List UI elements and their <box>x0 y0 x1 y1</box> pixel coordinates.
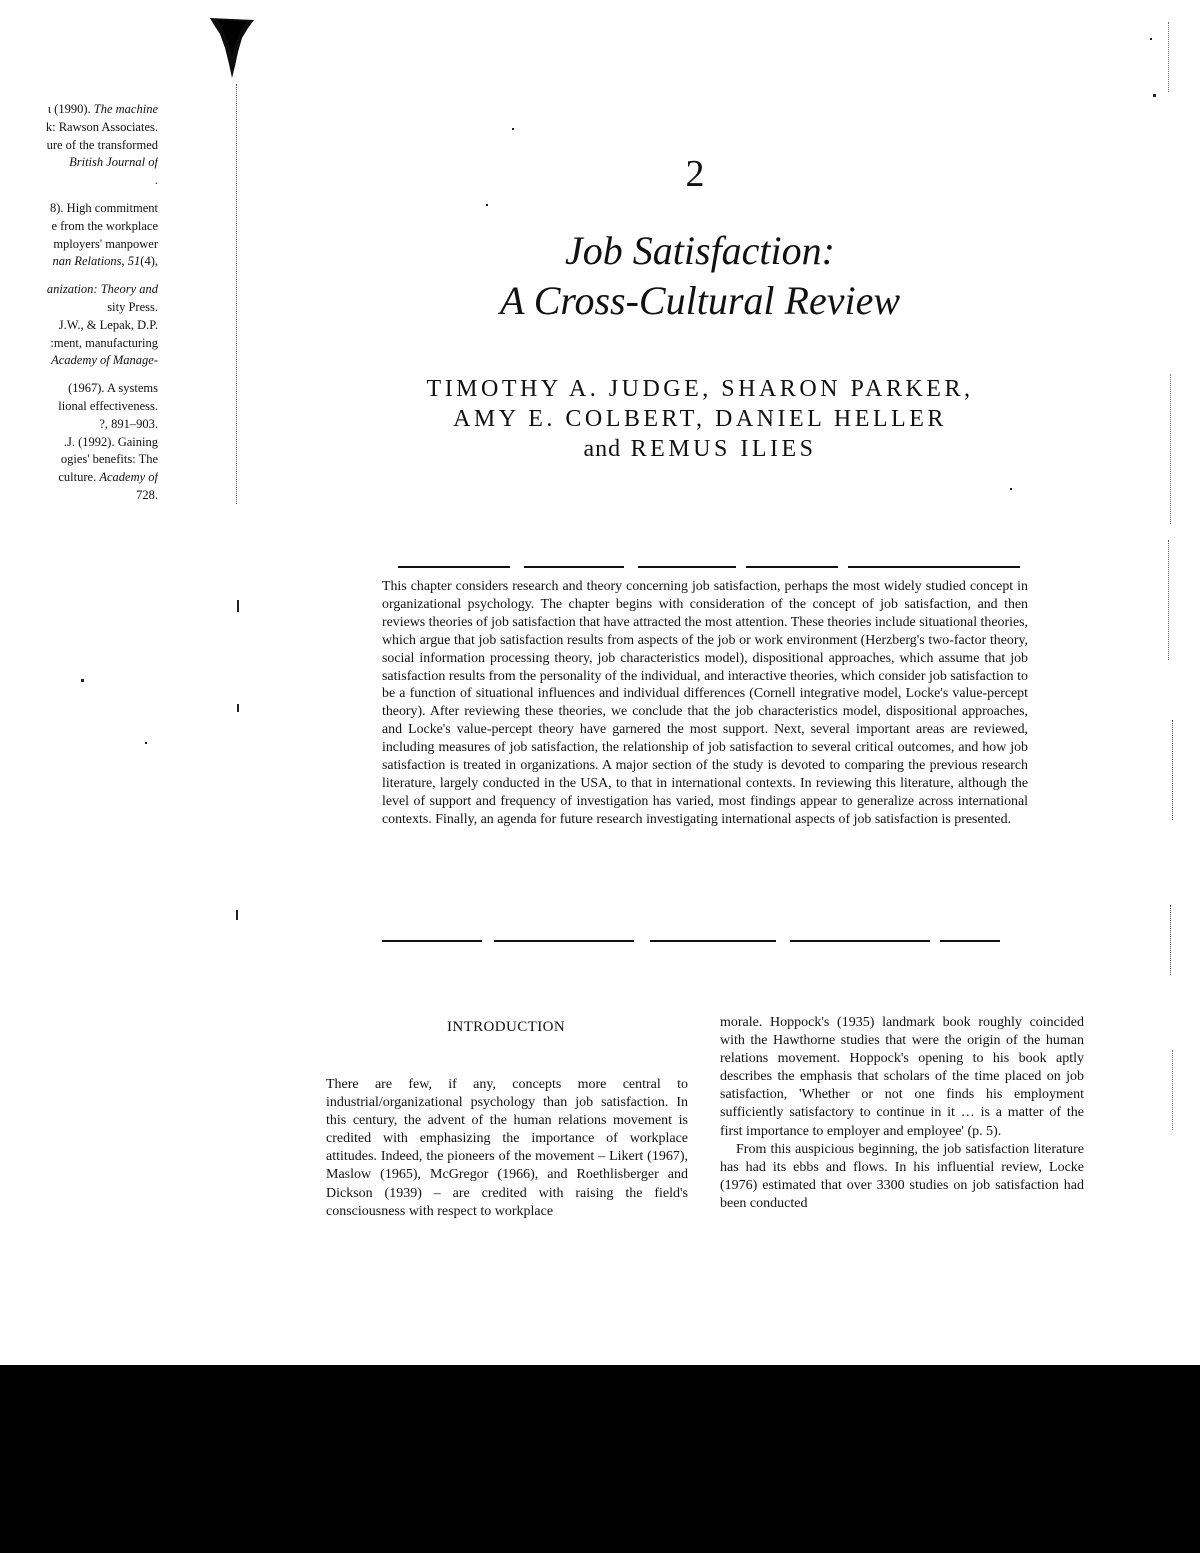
body-paragraph: There are few, if any, concepts more central to industrial/organizational psychology than job satisfaction. In this century, the advent of the human relations movement is credited with emphasizing the importance of workplace attitudes. Indeed, the pioneers of the movement – Likert (1967), Maslow (1965), McGregor (1966), and Roethlisberger and Dickson (1939) – are credited with raising the field's consciousness with respect to workplace <box>326 1077 688 1219</box>
abstract-top-rule <box>398 566 510 568</box>
abstract-bottom-rule <box>382 940 482 942</box>
chapter-title <box>420 226 980 326</box>
introduction-heading: INTRODUCTION <box>446 1019 566 1035</box>
reference-line <box>8 451 158 469</box>
reference-italic-text: Academy of <box>99 470 158 485</box>
abstract-top-rule <box>524 566 624 568</box>
right-edge-dotted-line <box>1168 540 1169 660</box>
right-edge-dotted-line <box>1170 374 1171 524</box>
reference-text: ogies' benefits: The <box>60 452 158 467</box>
scan-speck <box>512 128 514 130</box>
scan-speck <box>236 910 238 920</box>
reference-line <box>8 335 158 353</box>
abstract-bottom-rule <box>494 940 634 942</box>
scan-speck <box>1010 488 1012 490</box>
reference-text: ?, 891–903. <box>99 416 158 431</box>
abstract-top-rule <box>848 566 1020 568</box>
reference-line <box>8 172 158 190</box>
reference-text: culture. <box>58 470 100 485</box>
reference-italic-text: anization: Theory and <box>46 282 158 297</box>
reference-line <box>8 434 158 452</box>
abstract-bottom-rule <box>940 940 1000 942</box>
reference-text: sity Press. <box>107 299 158 314</box>
reference-text: ι (1990). <box>47 102 94 116</box>
scanner-black-band <box>0 1365 1200 1553</box>
reference-line <box>8 317 158 335</box>
reference-line <box>8 236 158 254</box>
scan-speck <box>1153 94 1156 97</box>
right-edge-dotted-line <box>1172 1050 1173 1130</box>
chapter-number: 2 <box>685 153 705 195</box>
scan-speck <box>237 704 239 712</box>
reference-line <box>8 398 158 416</box>
scan-speck <box>486 204 488 206</box>
abstract-top-rule <box>638 566 736 568</box>
chapter-title-line-1: Job Satisfaction: <box>565 228 835 273</box>
authors-line-3 <box>350 434 1050 464</box>
reference-text: 8). High commitment <box>50 200 158 215</box>
reference-italic-text: The machine <box>93 102 158 116</box>
reference-line <box>8 299 158 317</box>
reference-line <box>8 487 158 505</box>
reference-italic-text: Academy of Manage- <box>51 353 158 368</box>
reference-text: k: Rawson Associates. <box>45 119 158 134</box>
reference-text: . <box>154 173 158 188</box>
abstract-top-rule <box>746 566 838 568</box>
authors-last: REMUS ILIES <box>630 436 817 462</box>
reference-line <box>8 200 158 218</box>
reference-text: e from the workplace <box>51 218 158 233</box>
reference-text: .J. (1992). Gaining <box>63 434 158 449</box>
scan-speck <box>1150 38 1152 40</box>
scan-speck <box>145 742 147 744</box>
reference-line <box>8 253 158 271</box>
right-edge-dotted-line <box>1170 905 1171 975</box>
abstract-bottom-rule <box>790 940 930 942</box>
reference-line <box>8 154 158 172</box>
reference-gap <box>8 370 158 380</box>
chapter-abstract: This chapter considers research and theory concerning job satisfaction, perhaps the most widely studied concept in organizational psychology. The chapter begins with consideration of the concept of job satisfaction, and then reviews theories of job satisfaction that have attracted the most attention. These theories include situational theories, which argue that job satisfaction results from aspects of the job or work environment (Herzberg's two-factor theory, social information processing theory, job characteristics model), dispositional approaches, which assume that job satisfaction results from the personality of the individual, and interactive theories, which consider job satisfaction to be a function of situational influences and individual differences (Cornell integrative model, Locke's value-percept theory). After reviewing these theories, we conclude that the job characteristics model, dispositional approaches, and Locke's value-percept theory have garnered the most support. Next, several important areas are reviewed, including measures of job satisfaction, the relationship of job satisfaction to several critical outcomes, and how job satisfaction is treated in organizations. A major section of the study is devoted to comparing the previous research literature, largely conducted in the USA, to that in international contexts. In reviewing this literature, although the level of support and frequency of investigation has varied, most findings appear to generalize across international contexts. Finally, an agenda for future research investigating international aspects of job satisfaction is presented. <box>382 579 1028 827</box>
reference-text: J.W., & Lepak, D.P. <box>58 317 158 332</box>
reference-text: 728. <box>136 487 158 502</box>
reference-italic-text: nan Relations, 51 <box>52 254 141 269</box>
reference-text: ure of the transformed <box>46 137 158 152</box>
reference-text: lional effectiveness. <box>58 398 158 413</box>
reference-line <box>8 281 158 299</box>
body-column-left <box>326 1076 688 1221</box>
reference-text: :ment, manufacturing <box>50 335 158 350</box>
reference-line <box>8 101 158 119</box>
authors-and: and <box>583 436 622 462</box>
spine-dotted-line <box>236 84 237 504</box>
authors-line-1: TIMOTHY A. JUDGE, SHARON PARKER, <box>426 376 974 402</box>
reference-gap <box>8 190 158 200</box>
reference-line <box>8 416 158 434</box>
reference-text: (1967). A systems <box>68 381 158 396</box>
previous-page-references <box>8 101 158 505</box>
reference-line <box>8 352 158 370</box>
body-column-right <box>720 1014 1084 1213</box>
reference-line <box>8 380 158 398</box>
reference-line <box>8 119 158 137</box>
body-paragraph: morale. Hoppock's (1935) landmark book roughly coincided with the Hawthorne studies that were the origin of the human relations movement. Hoppock's opening to his book aptly describes the emphasis that scholars of the time placed on job satisfaction, 'Whether or not one finds his employment sufficiently satisfactory to continue in it … is a matter of the first importance to employer and employee' (p. 5). <box>720 1015 1084 1139</box>
authors-line-2: AMY E. COLBERT, DANIEL HELLER <box>453 406 947 432</box>
right-edge-dotted-line <box>1168 22 1169 92</box>
scan-speck <box>237 600 239 612</box>
abstract-bottom-rule <box>650 940 776 942</box>
reference-line <box>8 137 158 155</box>
scan-speck <box>81 679 84 682</box>
chapter-title-line-2: A Cross-Cultural Review <box>500 278 900 323</box>
body-paragraph: From this auspicious beginning, the job satisfaction literature has had its ebbs and flows. In his influential review, Locke (1976) estimated that over 3300 studies on job satisfaction had been conducted <box>720 1141 1084 1211</box>
reference-text: (4), <box>140 254 158 269</box>
reference-line <box>8 469 158 487</box>
reference-gap <box>8 271 158 281</box>
reference-text: mployers' manpower <box>53 236 158 251</box>
scan-spine-blot <box>208 16 256 80</box>
reference-line <box>8 218 158 236</box>
reference-italic-text: British Journal of <box>69 155 158 170</box>
author-list <box>350 374 1050 464</box>
right-edge-dotted-line <box>1172 720 1173 820</box>
